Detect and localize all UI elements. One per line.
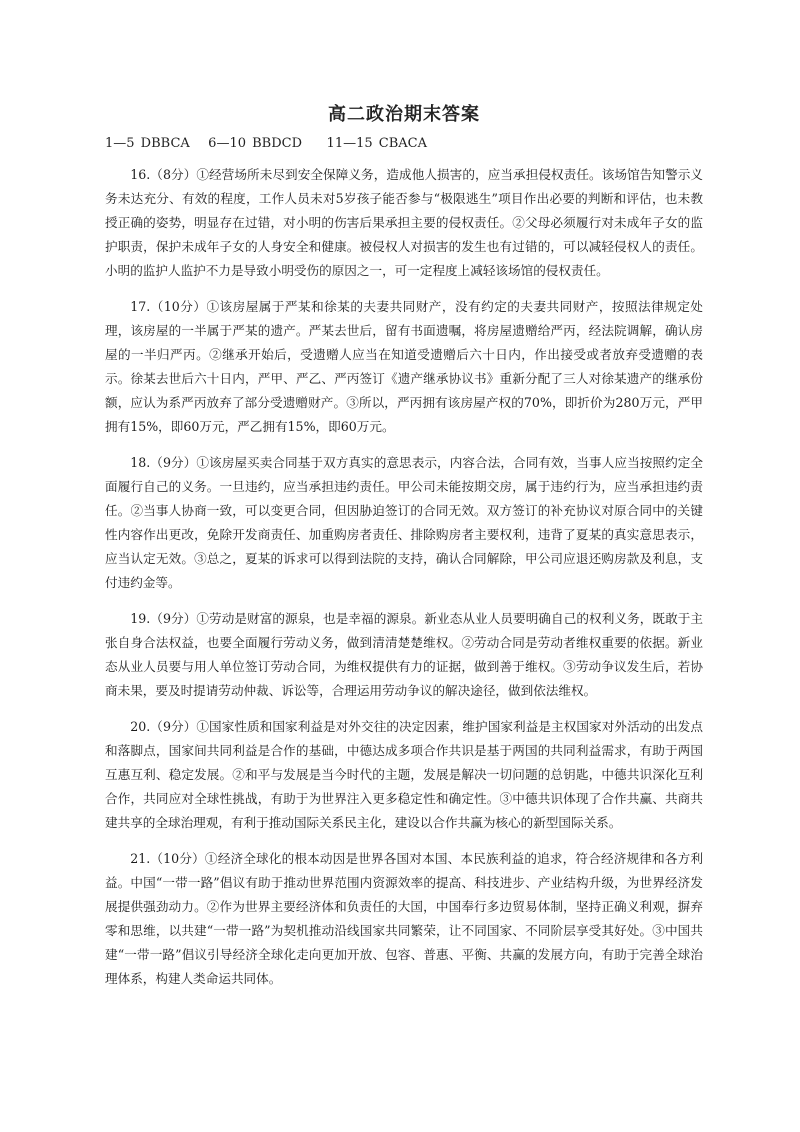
- multiple-choice-answers: 1—5 DBBCA 6—10 BBDCD 11—15 CBACA: [105, 136, 427, 151]
- page-title: 高二政治期末答案: [328, 104, 480, 125]
- answer-18: 18.（9分）①该房屋买卖合同基于双方真实的意思表示，内容合法，合同有效，当事人应当按照约定全面履行自己的义务。一旦违约，应当承担违约责任。甲公司未能按期交房，属于违约行为，应当承担违约责任。②当事人协商一致，可以变更合同，但因胁迫签订的合同无效。双方签订的补充协议对原合同中的关键性内容作出更改，免除开发商责任、加重购房者责任、排除购房者主要权利，违背了夏某的真实意思表示，应当认定无效。③总之，夏某的诉求可以得到法院的支持，确认合同解除，甲公司应退还购房款及利息，支付违约金等。: [105, 455, 703, 590]
- answer-21: 21.（10分）①经济全球化的根本动因是世界各国对本国、本民族利益的追求，符合经济规律和各方利益。中国“一带一路”倡议有助于推动世界范围内资源效率的提高、科技进步、产业结构升级，为世界经济发展提供强劲动力。②作为世界主要经济体和负责任的大国，中国奉行多边贸易体制，坚持正确义利观，摒弃零和思维，以共建“一带一路”为契机推动沿线国家共同繁荣，让不同国家、不同阶层享受其好处。③中国共建“一带一路”倡议引导经济全球化走向更加开放、包容、普惠、平衡、共赢的发展方向，有助于完善全球治理体系，构建人类命运共同体。: [105, 851, 703, 986]
- answer-16: 16.（8分）①经营场所未尽到安全保障义务，造成他人损害的，应当承担侵权责任。该场馆告知警示义务未达充分、有效的程度，工作人员未对5岁孩子能否参与“极限逃生”项目作出必要的判断和评估，也未教授正确的姿势，明显存在过错，对小明的伤害后果承担主要的侵权责任。②父母必须履行对未成年子女的监护职责，保护未成年子女的人身安全和健康。被侵权人对损害的发生也有过错的，可以减轻侵权人的责任。小明的监护人监护不力是导致小明受伤的原因之一，可一定程度上减轻该场馆的侵权责任。: [105, 167, 703, 278]
- answer-19: 19.（9分）①劳动是财富的源泉，也是幸福的源泉。新业态从业人员要明确自己的权利义务，既敢于主张自身合法权益，也要全面履行劳动义务，做到清清楚楚维权。②劳动合同是劳动者维权重要的依据。新业态从业人员要与用人单位签订劳动合同，为维权提供有力的证据，做到善于维权。③劳动争议发生后，若协商未果，要及时提请劳动仲裁、诉讼等，合理运用劳动争议的解决途径，做到依法维权。: [105, 611, 703, 698]
- answer-17: 17.（10分）①该房屋属于严某和徐某的夫妻共同财产，没有约定的夫妻共同财产，按照法律规定处理，该房屋的一半属于严某的遗产。严某去世后，留有书面遗嘱，将房屋遗赠给严丙，经法院调解，确认房屋的一半归严丙。②继承开始后，受遗赠人应当在知道受遗赠后六十日内，作出接受或者放弃受遗赠的表示。徐某去世后六十日内，严甲、严乙、严丙签订《遗产继承协议书》重新分配了三人对徐某遗产的继承份额，应认为系严丙放弃了部分受遗赠财产。③所以，严丙拥有该房屋产权的70%，即折价为280万元，严甲拥有15%，即60万元，严乙拥有15%，即60万元。: [105, 299, 703, 434]
- answer-sheet: [105, 100, 703, 1003]
- answer-20: 20.（9分）①国家性质和国家利益是对外交往的决定因素，维护国家利益是主权国家对外活动的出发点和落脚点，国家间共同利益是合作的基础，中德达成多项合作共识是基于两国的共同利益需求，有助于两国互惠互利、稳定发展。②和平与发展是当今时代的主题，发展是解决一切问题的总钥匙，中德共识深化互利合作，共同应对全球性挑战，有助于为世界注入更多稳定性和确定性。③中德共识体现了合作共赢、共商共建共享的全球治理观，有利于推动国际关系民主化，建设以合作共赢为核心的新型国际关系。: [105, 719, 703, 830]
